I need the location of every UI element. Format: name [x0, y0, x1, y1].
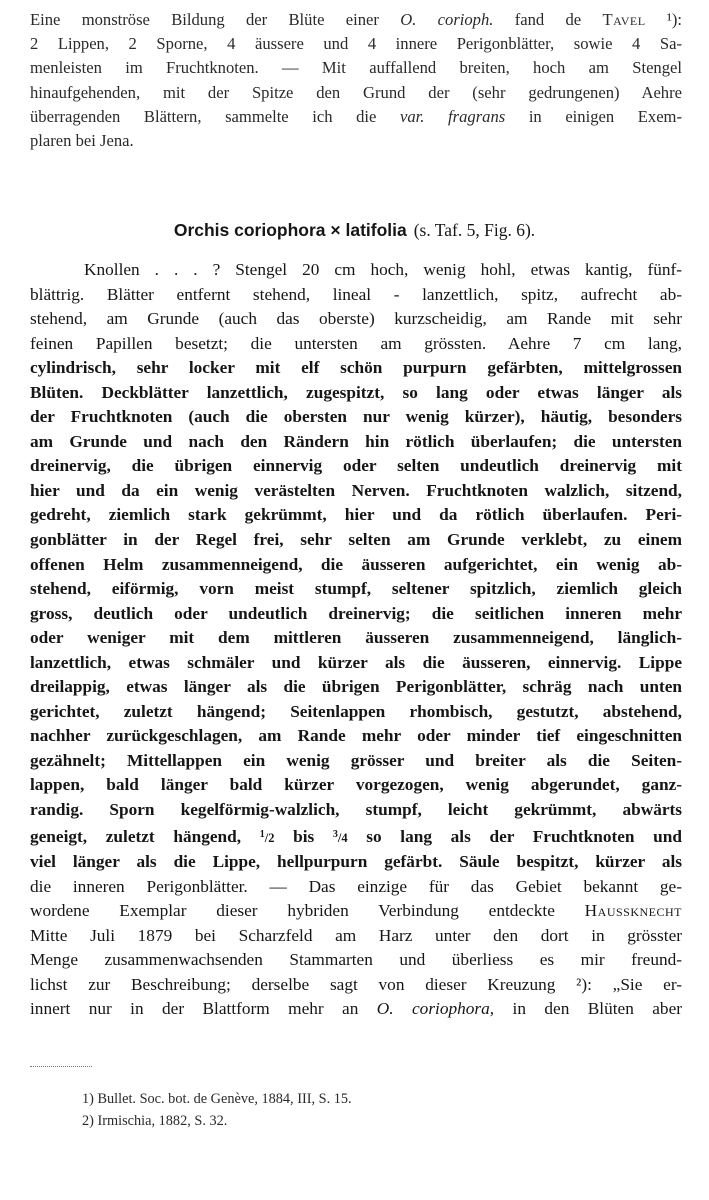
text-line: gonblätter in der Regel frei, sehr selten am Grunde verklebt, zu einem [30, 530, 682, 550]
species-title: Orchis coriophora × latifolia [173, 220, 407, 240]
text-line: Menge zusammenwachsenden Stammarten und überliess es mir freund- [30, 950, 682, 970]
text-line: dreilappig, etwas länger als die übrigen Perigonblätter, schräg nach unten [30, 677, 682, 697]
text-run: wordene Exemplar dieser hybriden Verbindung entdeckte [30, 901, 555, 921]
section-heading [0, 220, 709, 241]
text-line: offenen Helm zusammenneigend, die äusseren aufgerichtet, ein wenig ab- [30, 554, 682, 574]
text-line: am Grunde und nach den Rändern hin rötlich überlaufen; die untersten [30, 431, 682, 451]
fraction-denominator: 2 [268, 830, 275, 845]
text-line: menleisten im Fruchtknoten. — Mit auffallend breiten, hoch am Stengel [30, 58, 682, 78]
text-line: gross, deutlich oder undeutlich dreinervig; die seitlichen inneren mehr [30, 603, 682, 623]
text-run: fand de [493, 10, 603, 29]
fraction-numerator: 1 [259, 828, 265, 840]
text-line: gerichtet, zuletzt hängend; Seitenlappen rhombisch, gestutzt, abstehend, [30, 701, 682, 721]
fraction-denominator: 4 [341, 830, 348, 845]
text-run: geneigt, zuletzt hängend, [30, 826, 242, 846]
text-line: lanzettlich, etwas schmäler und kürzer als die äusseren, einnervig. Lippe [30, 652, 682, 672]
fraction-half: $^1$/2 [259, 828, 275, 845]
text-run: Eine monströse Bildung der Blüte einer [30, 10, 401, 29]
fraction-numerator: 3 [332, 828, 338, 840]
fraction-three-quarters: $^3$/4 [332, 828, 348, 845]
text-line: der Fruchtknoten (auch die obersten nur wenig kürzer), häutig, besonders [30, 407, 682, 427]
footnote-1: 1) Bullet. Soc. bot. de Genève, 1884, III, S. 15. [82, 1091, 352, 1107]
text-line: blättrig. Blätter entfernt stehend, lineal - lanzettlich, spitz, aufrecht ab- [30, 284, 682, 304]
plate-reference: (s. Taf. 5, Fig. 6). [413, 220, 536, 240]
text-run: in den Blüten aber [512, 999, 682, 1019]
text-line: lichst zur Beschreibung; derselbe sagt von dieser Kreuzung ²): „Sie er- [30, 974, 682, 994]
text-line: stehend, am Grunde (auch das oberste) kurzscheidig, am Rande mit sehr [30, 309, 682, 329]
species-name: O. coriophora, [376, 999, 495, 1019]
text-line: lappen, bald länger bald kürzer vorgezogen, wenig abgerundet, ganz- [30, 775, 682, 795]
text-line: die inneren Perigonblätter. — Das einzige für das Gebiet bekannt ge- [30, 876, 682, 896]
text-line: oder weniger mit dem mittleren äusseren zusammenneigend, länglich- [30, 628, 682, 648]
text-line: feinen Papillen besetzt; die untersten am grössten. Aehre 7 cm lang, [30, 333, 682, 353]
intro-paragraph [30, 8, 682, 153]
species-abbrev: O. corioph. [400, 10, 494, 29]
text-line: gedreht, ziemlich stark gekrümmt, hier und da rötlich überlaufen. Peri- [30, 505, 682, 525]
text-run: innert nur in der Blattform mehr an [30, 999, 359, 1019]
text-line [30, 997, 682, 1022]
text-line: hinaufgehenden, mit der Spitze den Grund der (sehr gedrungenen) Aehre [30, 82, 682, 102]
text-line: Mitte Juli 1879 bei Scharzfeld am Harz unter den dort in grösster [30, 925, 682, 945]
description-paragraph [30, 258, 682, 1022]
text-line: nachher zurückgeschlagen, am Rande mehr oder minder tief eingeschnitten [30, 726, 682, 746]
text-run: ¹): [645, 10, 682, 29]
text-line: hier und da ein wenig verästelten Nerven. Fruchtknoten walzlich, sitzend, [30, 480, 682, 500]
text-run: überragenden Blättern, sammelte ich die [30, 106, 401, 126]
text-line: 2 Lippen, 2 Sporne, 4 äussere und 4 innere Perigonblätter, sowie 4 Sa- [30, 34, 682, 54]
text-line: dreinervig, die übrigen einnervig oder selten undeutlich dreinervig mit [30, 456, 682, 476]
text-line: viel länger als die Lippe, hellpurpurn gefärbt. Säule bespitzt, kürzer als [30, 852, 682, 872]
text-line: Knollen . . . ? Stengel 20 cm hoch, wenig hohl, etwas kantig, fünf- [84, 260, 682, 279]
text-line: plaren bei Jena. [30, 131, 134, 151]
text-line: cylindrisch, sehr locker mit elf schön purpurn gefärbten, mittelgrossen [30, 358, 682, 378]
footnote-divider [30, 1066, 92, 1067]
text-line [30, 899, 682, 924]
text-run: in einigen Exem- [505, 106, 682, 126]
text-line: Blüten. Deckblätter lanzettlich, zugespitzt, so lang oder etwas länger als [30, 382, 682, 402]
variety-name: var. fragrans [400, 106, 506, 126]
text-run: bis [293, 826, 315, 846]
text-line: stehend, eiförmig, vorn meist stumpf, seltener spitzlich, ziemlich gleich [30, 579, 682, 599]
text-run: so lang als der Fruchtknoten und [366, 826, 683, 846]
text-line [30, 8, 682, 32]
text-line: gezähnelt; Mittellappen ein wenig grösser und breiter als die Seiten- [30, 750, 682, 770]
footnote-2: 2) Irmischia, 1882, S. 32. [82, 1113, 228, 1129]
text-line: randig. Sporn kegelförmig-walzlich, stumpf, leicht gekrümmt, abwärts [30, 800, 682, 820]
author-name: Haussknecht [584, 901, 682, 921]
text-line [30, 823, 682, 851]
text-line [30, 105, 682, 129]
author-name: Tavel [602, 10, 646, 29]
